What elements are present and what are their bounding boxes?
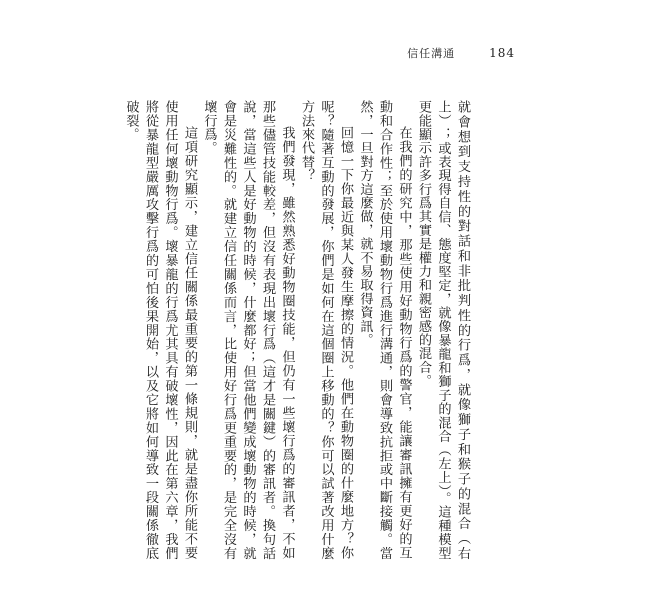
paragraph-2: 在我們的研究中，那些使用好動物行爲的警官，能讓審訊擁有更好的互動和合作性；至於使用壞動物行爲進行溝通，則會導致抗拒或中斷接觸。當然，一旦對方這麼做，就不易取得資訊。 — [357, 100, 412, 560]
running-title: 信任溝通 — [407, 47, 456, 60]
paragraph-4: 我們發現，雖然熟悉好動物圈技能，但仍有一些壞行爲的審訊者，不如那些儘管技能較差，但沒有表現出壞行爲（這才是關鍵）的審訊者。換句話說，當這些人是好動物的時候，什麼都好；但當他們變成壞動物的時候，就會是災難性的。就建立信任關係而言，比使用好行爲更重要的，是完全沒有壞行爲。 — [201, 100, 295, 560]
body-text — [123, 100, 472, 560]
paragraph-3: 回憶一下你最近與某人發生摩擦的情況。他們在動物圈的什麼地方？你呢？隨著互動的發展，你們是如何在這個圈上移動的？你可以試著改用什麼方法來代替？ — [299, 100, 353, 560]
paragraph-5: 這項研究顯示，建立信任關係最重要的第一條規則，就是盡你所能不要使用任何壞動物行爲。壞暴龍的行爲尤其具有破壞性，因此在第六章，我們將從暴龍型嚴厲攻擊行爲的可怕後果開始，以及它將如何導致一段關係徹底破裂。 — [123, 100, 197, 560]
paragraph-1: 就會想到支持性的對話和非批判性的行爲，就像獅子和猴子的混合（右上）；或表現得自信、態度堅定，就像暴龍和獅子的混合（左上）。這種模型更能顯示許多行爲其實是權力和親密感的混合。 — [416, 100, 470, 560]
page-number: 184 — [489, 46, 515, 60]
running-head — [407, 45, 515, 61]
